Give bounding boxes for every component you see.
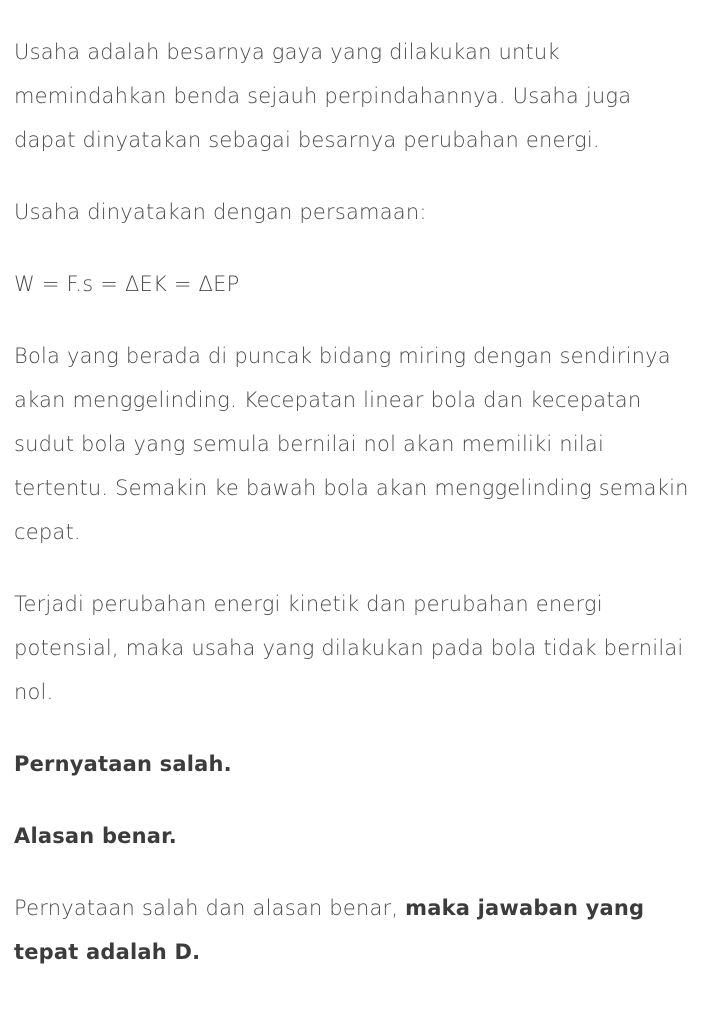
reason-verdict-text: Alasan benar. [14,824,177,848]
statement-verdict-text: Pernyataan salah. [14,752,232,776]
work-energy-formula: W = F.s = ΔEK = ΔEP [14,272,240,296]
reason-verdict [14,814,699,858]
definition-paragraph: Usaha adalah besarnya gaya yang dilakukan untuk memindahkan benda sejauh perpindahannya. Usaha juga dapat dinyatakan sebagai besarnya perubahan energi. [14,40,632,152]
final-answer: maka jawaban yang tepat adalah D. [14,896,645,964]
conclusion [14,886,699,974]
conclusion-prefix: Pernyataan salah dan alasan benar, [14,896,406,920]
equation-intro: Usaha dinyatakan dengan persamaan: [14,200,427,224]
rolling-ball-paragraph: Bola yang berada di puncak bidang miring dengan sendirinya akan menggelinding. Kecepatan linear bola dan kecepatan sudut bola yang semula bernilai nol akan memiliki nilai tertentu. Semakin ke bawah bola akan menggelinding semakin cepat. [14,344,689,544]
energy-change-paragraph: Terjadi perubahan energi kinetik dan perubahan energi potensial, maka usaha yang dilakukan pada bola tidak bernilai nol. [14,592,684,704]
statement-verdict [14,742,699,786]
